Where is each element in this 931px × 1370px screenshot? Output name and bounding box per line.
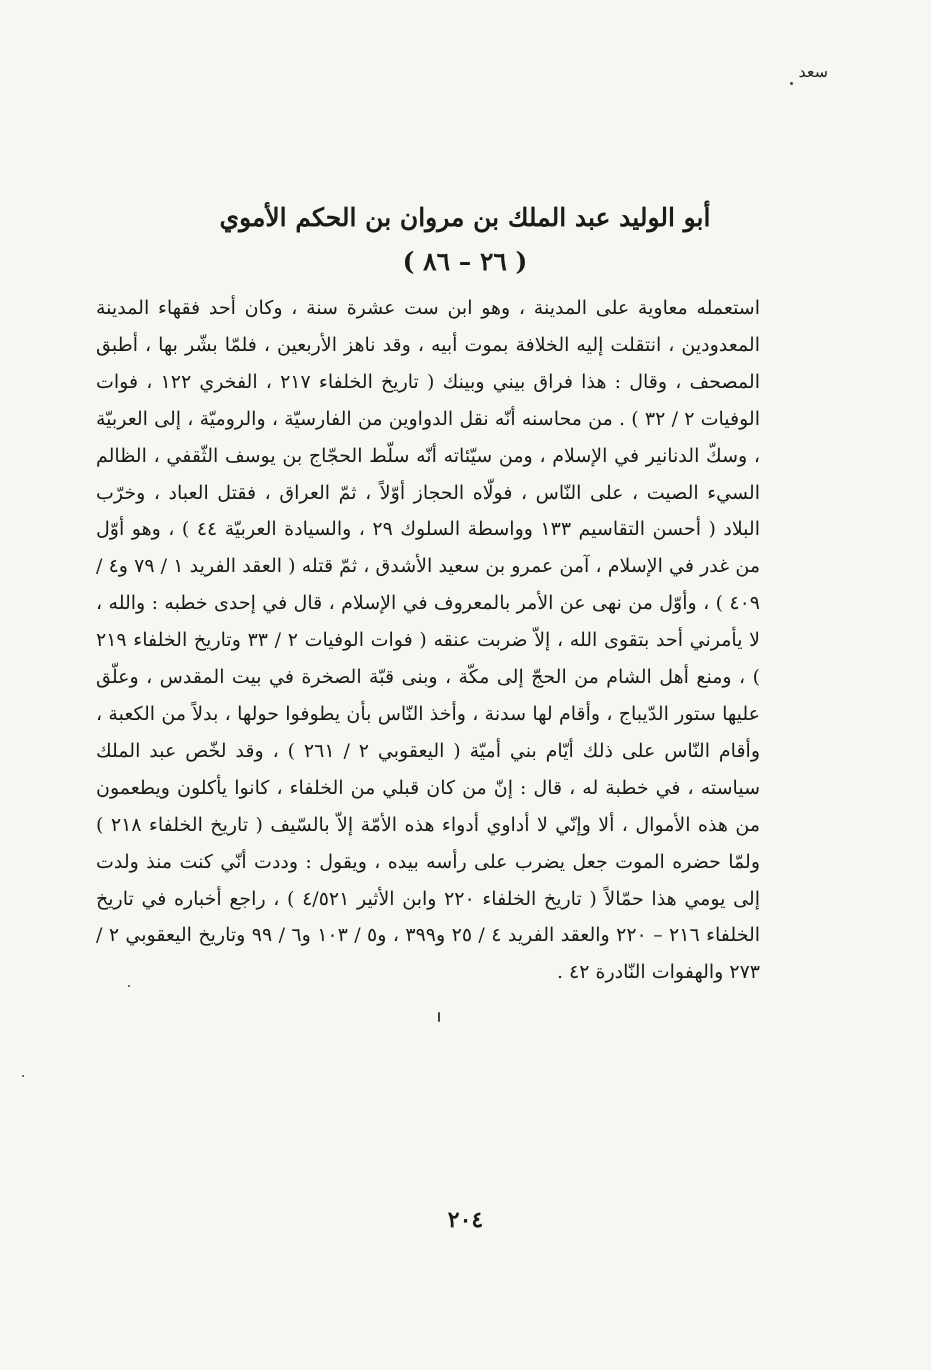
page-number: ٢٠٤ [447,1207,484,1233]
page-title: أبو الوليد عبد الملك بن مروان بن الحكم الأموي [219,203,711,232]
corner-handwritten-note: سعد [798,62,828,81]
scan-speck [790,82,793,85]
scan-speck [22,1075,24,1077]
body-paragraph: استعمله معاوية على المدينة ، وهو ابن ست عشرة سنة ، وكان أحد فقهاء المدينة المعدودين ، انتقلت إليه الخلافة بموت أبيه ، وقد ناهز الأربعين ، فلمّا بشّر بها ، أطبق المصحف ، وقال : هذا فراق بيني وبينك ( تاريخ الخلفاء ٢١٧ ، الفخري ١٢٢ ، فوات الوفيات ٢ / ٣٢ ) . من محاسنه أنّه نقل الدواوين من الفارسيّة ، والروميّة ، إلى العربيّة ، وسكّ الدنانير في الإسلام ، ومن سيّئاته أنّه سلّط الحجّاج بن يوسف الثّقفي ، الظالم السيء الصيت ، على النّاس ، فولّاه الحجاز أوّلاً ، ثمّ العراق ، فقتل العباد ، وخرّب البلاد ( أحسن التقاسيم ١٣٣ وواسطة السلوك ٢٩ ، والسيادة العربيّة ٤٤ ) ، وهو أوّل من غدر في الإسلام ، آمن عمرو بن سعيد الأشدق ، ثمّ قتله ( العقد الفريد ١ / ٧٩ و٤ / ٤٠٩ ) ، وأوّل من نهى عن الأمر بالمعروف في الإسلام ، قال في إحدى خطبه : والله ، لا يأمرني أحد بتقوى الله ، إلاّ ضربت عنقه ( فوات الوفيات ٢ / ٣٣ وتاريخ الخلفاء ٢١٩ ) ، ومنع أهل الشام من الحجّ إلى مكّة ، وبنى قبّة الصخرة في بيت المقدس ، وعلّق عليها ستور الدّيباج ، وأقام لها سدنة ، وأخذ النّاس بأن يطوفوا حولها ، بدلاً من الكعبة ، وأقام النّاس على ذلك أيّام بني أميّة ( اليعقوبي ٢ / ٢٦١ ) ، وقد لخّص عبد الملك سياسته ، في خطبة له ، قال : إنّ من كان قبلي من الخلفاء ، كانوا يأكلون ويطعمون من هذه الأموال ، ألا وإنّي لا أداوي أدواء هذه الأمّة إلاّ بالسّيف ( تاريخ الخلفاء ٢١٨ ) ولمّا حضره الموت جعل يضرب على رأسه بيده ، ويقول : وددت أنّي كنت منذ ولدت إلى يومي هذا حمّالاً ( تاريخ الخلفاء ٢٢٠ وابن الأثير ٤/٥٢١ ) ، راجع أخباره في تاريخ الخلفاء ٢١٦ – ٢٢٠ والعقد الفريد ٤ / ٢٥ و٣٩٩ ، و٥ / ١٠٣ و٦ / ٩٩ وتاريخ اليعقوبي ٢ / ٢٧٣ والهفوات النّادرة ٤٢ . [96,297,761,984]
scan-speck [128,985,130,987]
title-dates: ( ٢٦ – ٨٦ ) [402,247,528,276]
scan-speck [438,1012,440,1022]
